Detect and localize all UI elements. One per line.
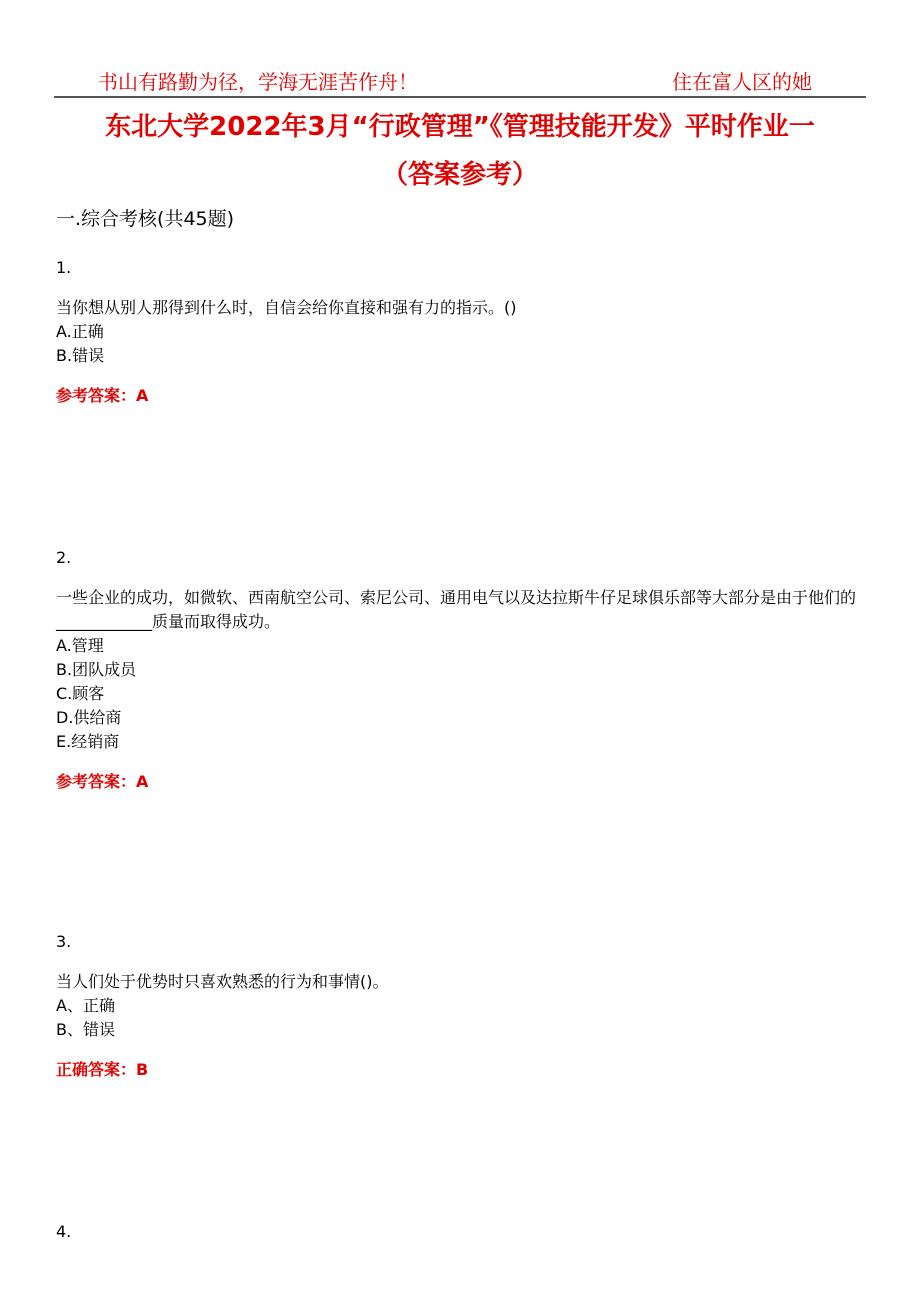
question-2 [56, 546, 871, 794]
option: A.管理 [56, 636, 104, 655]
question-number: 1. [56, 258, 72, 277]
header-author: 住在富人区的她 [672, 70, 812, 94]
answer: 参考答案：A [56, 772, 149, 791]
option: E.经销商 [56, 732, 120, 751]
answer: 参考答案：A [56, 386, 149, 405]
option: B.团队成员 [56, 660, 137, 679]
question-1 [56, 256, 871, 408]
option: A.正确 [56, 322, 104, 341]
document-title: 东北大学2022年3月“行政管理”《管理技能开发》平时作业一 [105, 112, 815, 142]
section-heading: 一.综合考核(共45题) [56, 208, 235, 230]
question-number: 4. [56, 1222, 72, 1241]
option: C.顾客 [56, 684, 105, 703]
question-text: 当人们处于优势时只喜欢熟悉的行为和事情()。 [56, 972, 389, 991]
question-3 [56, 930, 871, 1082]
document-subtitle: （答案参考） [381, 160, 538, 190]
question-number: 2. [56, 548, 72, 567]
header-divider [54, 96, 866, 98]
option: A、正确 [56, 996, 115, 1015]
option: B、错误 [56, 1020, 115, 1039]
answer: 正确答案：B [56, 1060, 149, 1079]
question-text: 当你想从别人那得到什么时，自信会给你直接和强有力的指示。() [56, 298, 517, 317]
question-number: 3. [56, 932, 72, 951]
option: B.错误 [56, 346, 105, 365]
question-text: 一些企业的成功，如微软、西南航空公司、索尼公司、通用电气以及达拉斯牛仔足球俱乐部等大部分是由于他们的____________质量而取得成功。 [56, 588, 857, 631]
question-4 [56, 1220, 871, 1260]
option: D.供给商 [56, 708, 122, 727]
header-motto: 书山有路勤为径，学海无涯苦作舟！ [98, 70, 418, 94]
